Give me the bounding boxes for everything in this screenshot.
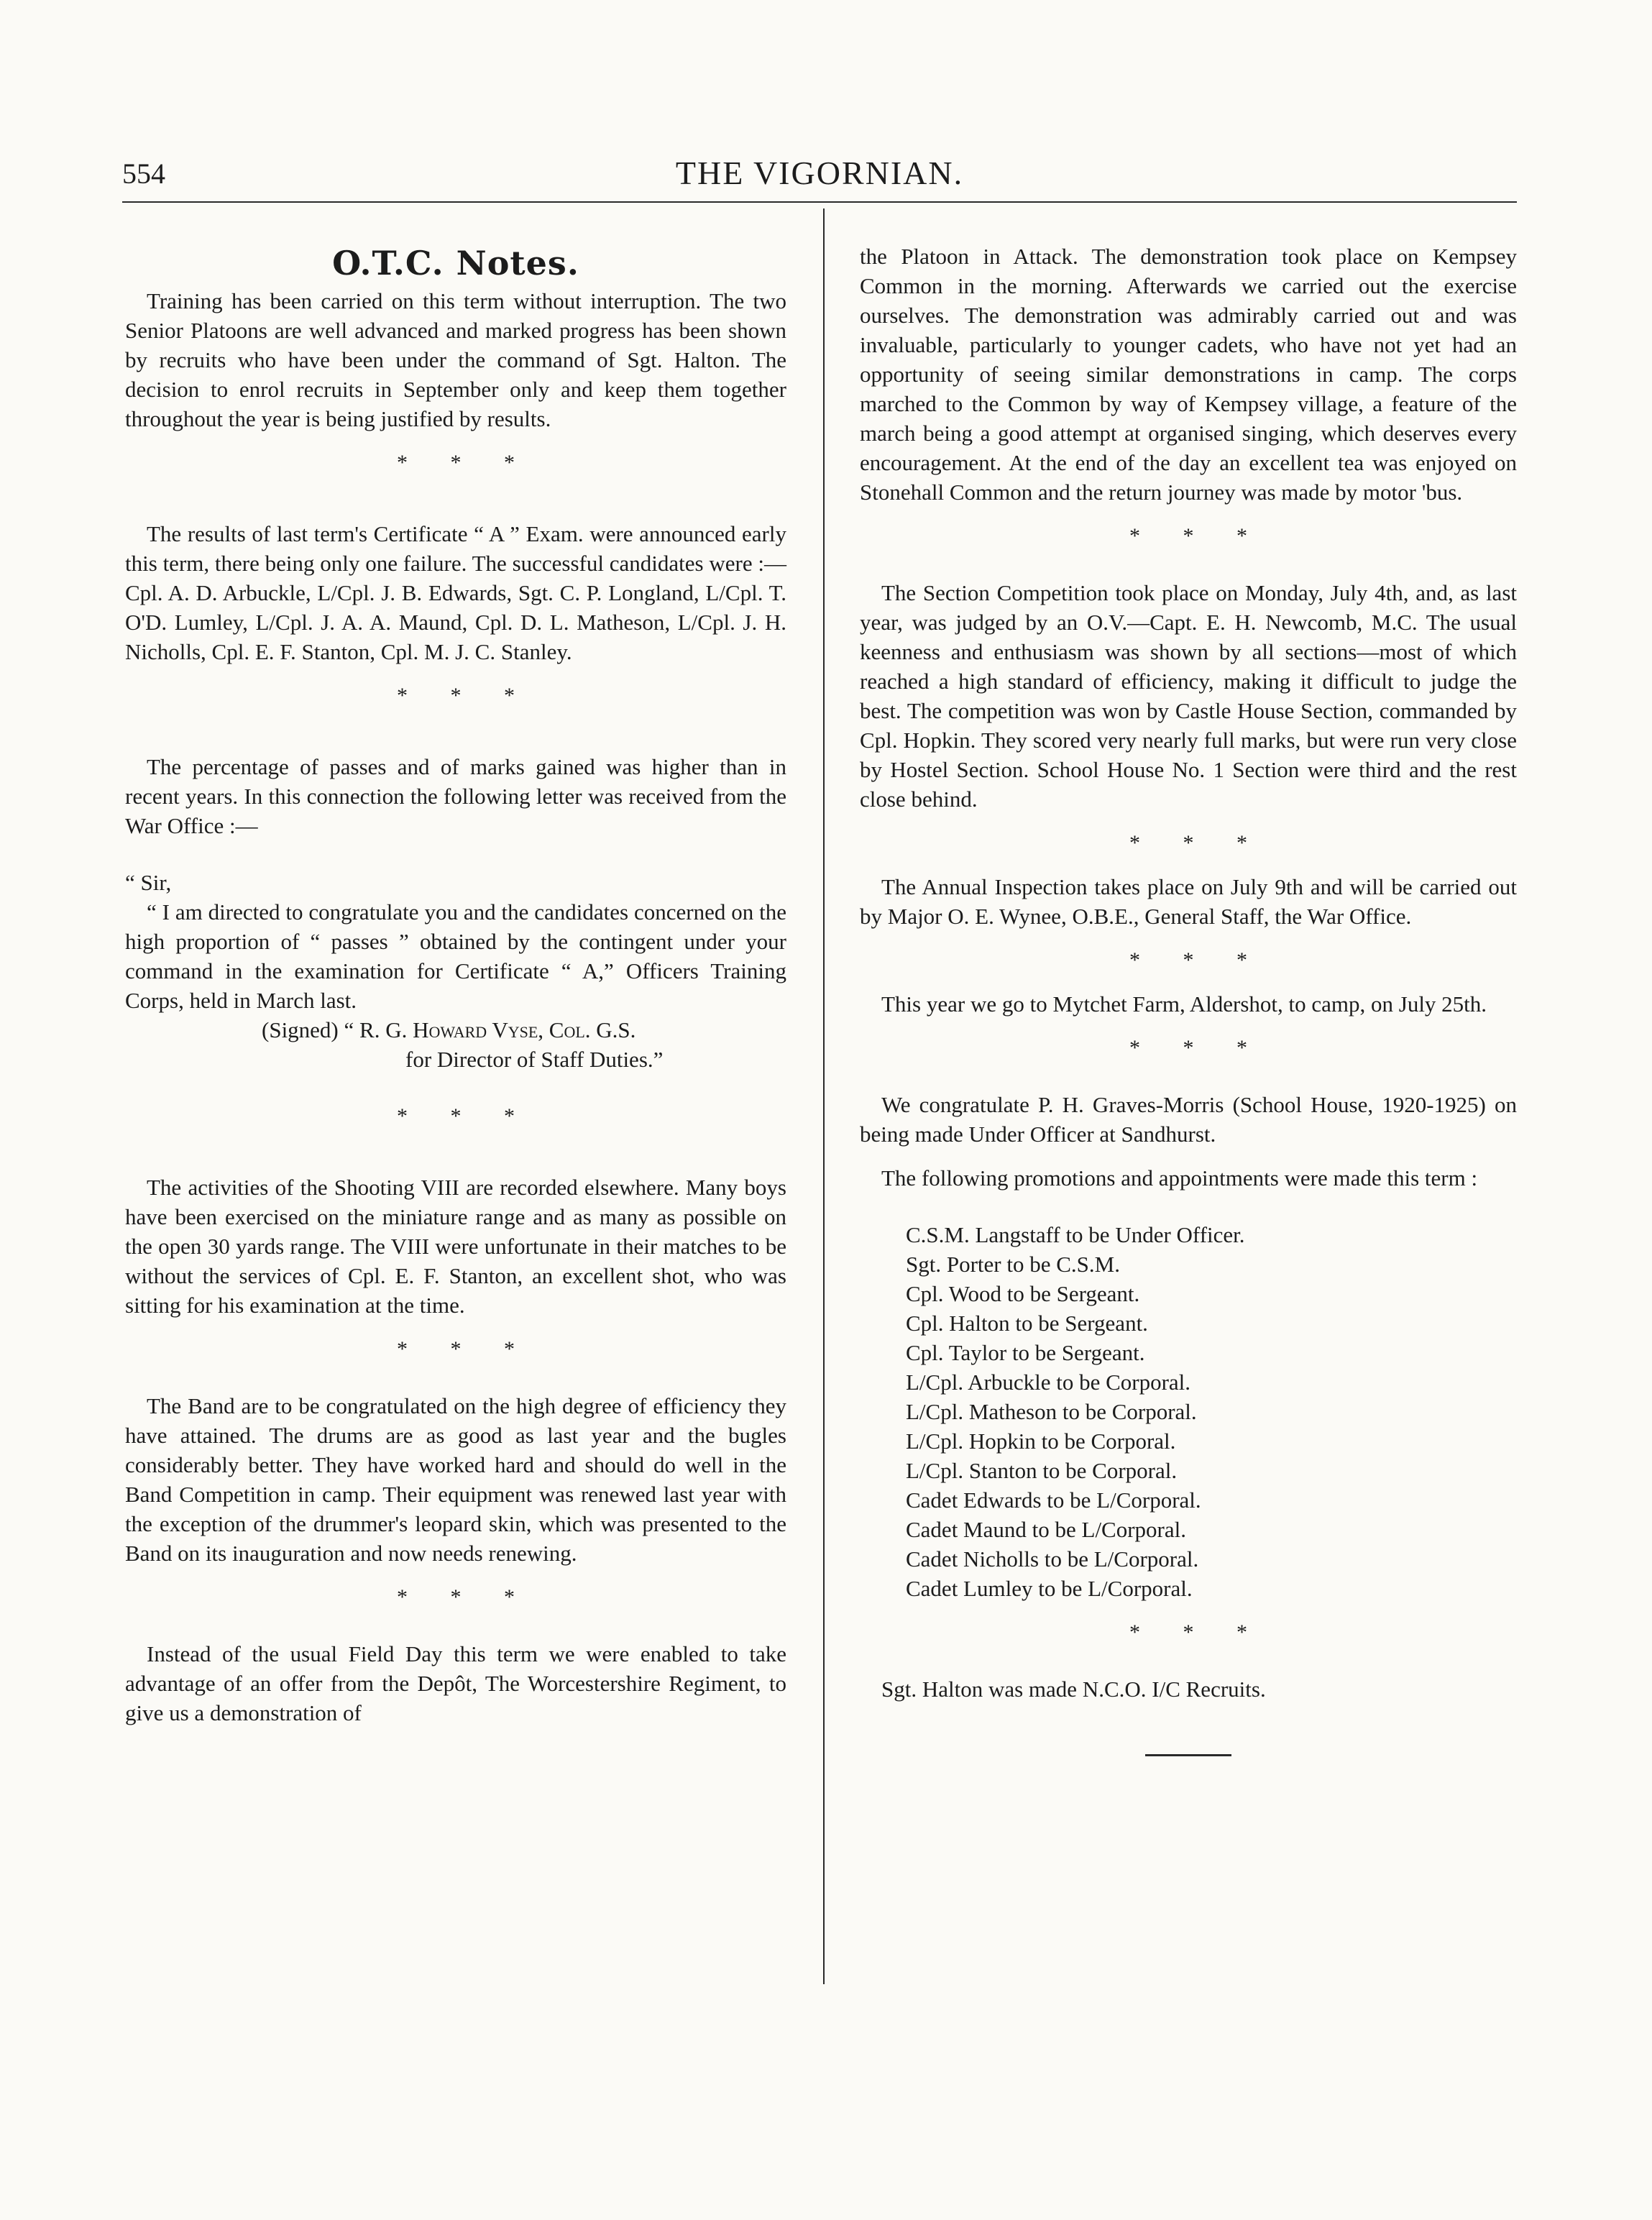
paragraph: We congratulate P. H. Graves-Morris (School House, 1920-1925) on being made Under Officer at Sandhurst. bbox=[860, 1092, 1517, 1147]
ornament-stars: * * * bbox=[1129, 1036, 1266, 1060]
paragraph: the Platoon in Attack. The demonstration took place on Kempsey Common in the morning. Afterwards we carried out the exercise ourselves. The demonstration was admirably carried out and was invaluable, particularly to younger cadets, who have not yet had an opportunity of seeing similar demonstrations in camp. The corps marched to the Common by way of Kempsey village, a feature of the march being a good attempt at organised singing, which deserves every encouragement. At the end of the day an excellent tea was enjoyed on Stonehall Common and the return journey was made by motor 'bus. bbox=[860, 244, 1517, 505]
list-item: L/Cpl. Arbuckle to be Corporal. bbox=[906, 1370, 1191, 1395]
ornament-stars: * * * bbox=[397, 684, 533, 707]
page-header bbox=[122, 154, 1517, 200]
running-title: THE VIGORNIAN. bbox=[675, 155, 964, 191]
ornament-stars: * * * bbox=[1129, 524, 1266, 548]
list-item: L/Cpl. Matheson to be Corporal. bbox=[906, 1399, 1197, 1424]
ornament-stars: * * * bbox=[1129, 831, 1266, 855]
letter-salutation: “ Sir, bbox=[125, 870, 172, 895]
paragraph: The results of last term's Certificate “ A ” Exam. were announced early this term, there being only one failure. The successful candidates were :—Cpl. A. D. Arbuckle, L/Cpl. J. B. Edwards, Sgt. C. P. Longland, L/Cpl. T. O'D. Lumley, L/Cpl. J. A. A. Maund, Cpl. D. L. Matheson, L/Cpl. J. H. Nicholls, Cpl. E. F. Stanton, Cpl. M. J. C. Stanley. bbox=[125, 521, 786, 664]
list-item: Cpl. Halton to be Sergeant. bbox=[906, 1311, 1148, 1336]
paragraph: The percentage of passes and of marks gained was higher than in recent years. In this connection the following letter was received from the War Office :— bbox=[125, 754, 786, 838]
signature-title: for Director of Staff Duties.” bbox=[405, 1047, 664, 1072]
list-item: Sgt. Porter to be C.S.M. bbox=[906, 1252, 1120, 1277]
right-column bbox=[860, 242, 1517, 1756]
paragraph: This year we go to Mytchet Farm, Aldershot, to camp, on July 25th. bbox=[881, 991, 1487, 1017]
signature-name: “ R. G. Howard Vyse, Col. G.S. bbox=[344, 1017, 636, 1042]
column-divider bbox=[823, 208, 825, 1984]
list-item: L/Cpl. Stanton to be Corporal. bbox=[906, 1458, 1178, 1483]
section-heading: O.T.C. Notes. bbox=[332, 244, 579, 283]
signature-line bbox=[125, 1015, 786, 1045]
ornament-stars: * * * bbox=[1129, 948, 1266, 972]
list-item: Cadet Maund to be L/Corporal. bbox=[906, 1517, 1186, 1542]
paragraph: Sgt. Halton was made N.C.O. I/C Recruits. bbox=[881, 1677, 1266, 1702]
left-column bbox=[125, 242, 786, 1728]
paragraph: The Annual Inspection takes place on July 9th and will be carried out by Major O. E. Wynee, O.B.E., General Staff, the War Office. bbox=[860, 874, 1517, 929]
ornament-stars: * * * bbox=[397, 1337, 533, 1361]
list-item: Cadet Nicholls to be L/Corporal. bbox=[906, 1546, 1199, 1572]
paragraph: The Band are to be congratulated on the high degree of efficiency they have attained. The drums are as good as last year and the bugles considerably better. They have worked hard and should do well in the Band Competition in camp. Their equipment was renewed last year with the exception of the drummer's leopard skin, which was presented to the Band on its inauguration and now needs renewing. bbox=[125, 1393, 786, 1566]
paragraph: The Section Competition took place on Monday, July 4th, and, as last year, was judged by an O.V.—Capt. E. H. Newcomb, M.C. The usual keenness and enthusiasm was shown by all sections—most of which reached a high standard of efficiency, making it difficult to judge the best. The competition was won by Castle House Section, commanded by Cpl. Hopkin. They scored very nearly full marks, but were run very close by Hostel Section. School House No. 1 Section were third and the rest close behind. bbox=[860, 580, 1517, 812]
ornament-stars: * * * bbox=[397, 1585, 533, 1609]
list-item: C.S.M. Langstaff to be Under Officer. bbox=[906, 1222, 1245, 1247]
ornament-stars: * * * bbox=[1129, 1620, 1266, 1644]
list-item: Cpl. Taylor to be Sergeant. bbox=[906, 1340, 1145, 1365]
letter-body: “ I am directed to congratulate you and the candidates concerned on the high proportion of “ passes ” obtained by the contingent under your command in the examination for Certificate “ A,” Officers Training Corps, held in March last. bbox=[125, 899, 786, 1013]
list-item: Cpl. Wood to be Sergeant. bbox=[906, 1281, 1140, 1306]
paragraph: The following promotions and appointments were made this term : bbox=[881, 1165, 1478, 1191]
ornament-stars: * * * bbox=[397, 451, 533, 474]
end-rule bbox=[1145, 1754, 1231, 1756]
list-item: Cadet Edwards to be L/Corporal. bbox=[906, 1487, 1201, 1513]
paragraph: Training has been carried on this term without interruption. The two Senior Platoons are well advanced and marked progress has been shown by recruits who have been under the command of Sgt. Halton. The decision to enrol recruits in September only and keep them together throughout the year is being justified by results. bbox=[125, 288, 786, 431]
signed-label: (Signed) bbox=[262, 1017, 339, 1042]
paragraph: The activities of the Shooting VIII are recorded elsewhere. Many boys have been exercised on the miniature range and as many as possible on the open 30 yards range. The VIII were unfortunate in their matches to be without the services of Cpl. E. F. Stanton, an excellent shot, who was sitting for his examination at the time. bbox=[125, 1175, 786, 1318]
list-item: Cadet Lumley to be L/Corporal. bbox=[906, 1576, 1193, 1601]
promotions-list bbox=[860, 1220, 1517, 1603]
ornament-stars: * * * bbox=[397, 1104, 533, 1128]
list-item: L/Cpl. Hopkin to be Corporal. bbox=[906, 1428, 1176, 1454]
header-rule bbox=[122, 201, 1517, 203]
paragraph: Instead of the usual Field Day this term we were enabled to take advantage of an offer from the Depôt, The Worcestershire Regiment, to give us a demonstration of bbox=[125, 1641, 786, 1725]
page-number: 554 bbox=[122, 157, 165, 190]
